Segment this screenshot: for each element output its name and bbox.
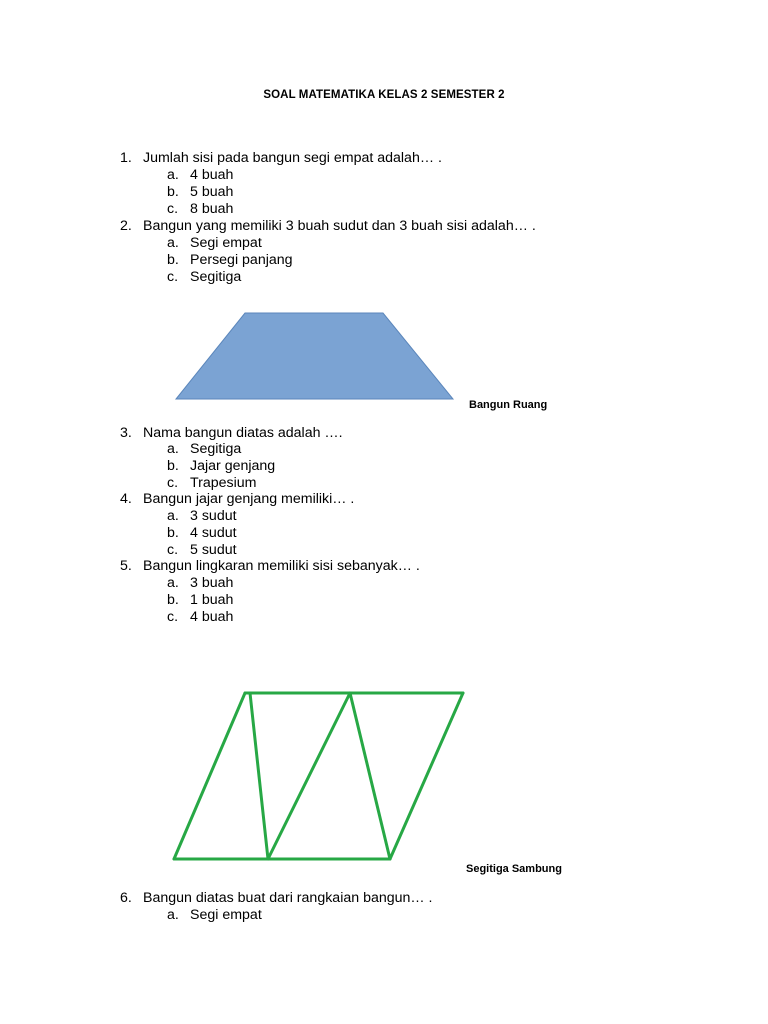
question-4: [0, 491, 700, 508]
question-number: 1.: [120, 150, 132, 166]
option-item: [0, 167, 700, 184]
right-edge: [390, 693, 463, 859]
question-3: [0, 425, 700, 442]
option-text: Segi empat: [190, 907, 262, 923]
option-text: 8 buah: [190, 201, 234, 217]
option-letter: b.: [167, 525, 179, 541]
option-text: Trapesium: [190, 475, 257, 491]
option-item: [0, 458, 700, 475]
question-1: [0, 150, 700, 167]
inner-line-2: [268, 693, 350, 859]
option-letter: a.: [167, 167, 179, 183]
inner-line-3: [350, 693, 390, 859]
option-item: [0, 592, 700, 609]
option-text: 4 buah: [190, 167, 234, 183]
option-text: 5 buah: [190, 184, 234, 200]
option-item: [0, 475, 700, 492]
trapezoid-caption: Bangun Ruang: [469, 399, 548, 411]
question-number: 5.: [120, 558, 132, 574]
left-edge: [174, 693, 245, 859]
question-2: [0, 218, 700, 235]
option-text: Segitiga: [190, 441, 242, 457]
option-letter: a.: [167, 907, 179, 923]
option-item: [0, 907, 700, 924]
option-letter: c.: [167, 475, 179, 491]
option-text: 1 buah: [190, 592, 234, 608]
option-letter: c.: [167, 269, 179, 285]
option-text: 4 buah: [190, 609, 234, 625]
option-text: 3 buah: [190, 575, 234, 591]
option-letter: b.: [167, 458, 179, 474]
option-letter: c.: [167, 201, 179, 217]
question-text: Bangun diatas buat dari rangkaian bangun… .: [143, 890, 433, 906]
question-text: Jumlah sisi pada bangun segi empat adalah… .: [143, 150, 442, 166]
option-letter: a.: [167, 575, 179, 591]
inner-line-1: [250, 693, 268, 859]
question-number: 6.: [120, 890, 132, 906]
triangles-caption: Segitiga Sambung: [466, 863, 562, 875]
option-item: [0, 542, 700, 559]
option-item: [0, 201, 700, 218]
option-item: [0, 441, 700, 458]
option-text: Segi empat: [190, 235, 262, 251]
option-item: [0, 508, 700, 525]
question-number: 3.: [120, 425, 132, 441]
option-item: [0, 184, 700, 201]
option-item: [0, 575, 700, 592]
option-letter: b.: [167, 184, 179, 200]
option-item: [0, 235, 700, 252]
option-text: Jajar genjang: [190, 458, 276, 474]
question-text: Bangun lingkaran memiliki sisi sebanyak… .: [143, 558, 420, 574]
option-letter: b.: [167, 592, 179, 608]
option-letter: a.: [167, 441, 179, 457]
option-item: [0, 609, 700, 626]
page-title: SOAL MATEMATIKA KELAS 2 SEMESTER 2: [263, 89, 505, 101]
option-letter: a.: [167, 235, 179, 251]
question-number: 4.: [120, 491, 132, 507]
option-letter: a.: [167, 508, 179, 524]
option-letter: b.: [167, 252, 179, 268]
question-text: Bangun jajar genjang memiliki… .: [143, 491, 355, 507]
option-text: Segitiga: [190, 269, 242, 285]
option-text: Persegi panjang: [190, 252, 293, 268]
question-6: [0, 890, 700, 907]
option-letter: c.: [167, 609, 179, 625]
option-letter: c.: [167, 542, 179, 558]
question-number: 2.: [120, 218, 132, 234]
option-text: 4 sudut: [190, 525, 237, 541]
option-item: [0, 525, 700, 542]
trapezoid-shape: [176, 313, 453, 399]
option-item: [0, 269, 700, 286]
question-text: Nama bangun diatas adalah ….: [143, 425, 343, 441]
option-text: 3 sudut: [190, 508, 237, 524]
option-item: [0, 252, 700, 269]
question-5: [0, 558, 700, 575]
question-text: Bangun yang memiliki 3 buah sudut dan 3 buah sisi adalah… .: [143, 218, 536, 234]
option-text: 5 sudut: [190, 542, 237, 558]
